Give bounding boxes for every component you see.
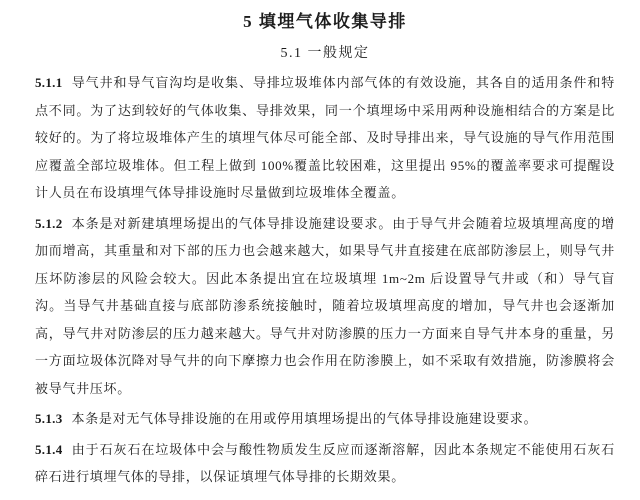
paragraph-list <box>35 69 615 491</box>
clause-number: 5.1.2 <box>35 215 63 231</box>
clause-number: 5.1.1 <box>35 75 63 90</box>
clause-number: 5.1.4 <box>35 441 63 457</box>
clause-5-1-3 <box>35 405 615 433</box>
chapter-title: 5 填埋气体收集导排 <box>243 12 407 31</box>
clause-text: 本条是对新建填埋场提出的气体导排设施建设要求。由于导气井会随着垃圾填埋高度的增加而增高，其重量和对下部的压力也会越来越大，如果导气井直接建在底部防渗层上，则导气井压坏防渗层的风险会较大。因此本条提出宜在垃圾填埋 1m~2m 后设置导气井或（和）导气盲沟。当导气井基础直接与底部防渗系统接触时，随着垃圾填埋高度的增加，导气井也会逐渐加高，导气井对防渗层的压力越来越大。导气井对防渗膜的压力一方面来自导气井本身的重量，另一方面垃圾体沉降对导气井的向下摩擦力也会作用在防渗膜上，如不采取有效措施，防渗膜将会被导气井压坏。 <box>35 215 615 396</box>
clause-5-1-4 <box>35 436 615 491</box>
clause-5-1-2 <box>35 210 615 403</box>
clause-text: 由于石灰石在垃圾体中会与酸性物质发生反应而逐渐溶解，因此本条规定不能使用石灰石碎石进行填埋气体的导排，以保证填埋气体导排的长期效果。 <box>35 441 615 484</box>
clause-text: 本条是对无气体导排设施的在用或停用填埋场提出的气体导排设施建设要求。 <box>71 411 538 426</box>
clause-text: 导气井和导气盲沟均是收集、导排垃圾堆体内部气体的有效设施，其各自的适用条件和特点不同。为了达到较好的气体收集、导排效果，同一个填埋场中采用两种设施相结合的方案是比较好的。为了将垃圾堆体产生的填埋气体尽可能全部、及时导排出来，导气设施的导气作用范围应覆盖全部垃圾堆体。但工程上做到 100%覆盖比较困难，这里提出 95%的覆盖率要求可提醒设计人员在布设填埋气体导排设施时尽量做到垃圾堆体全覆盖。 <box>35 75 615 200</box>
clause-5-1-1 <box>35 69 615 207</box>
section-title: 5.1 一般规定 <box>280 46 370 61</box>
clause-number: 5.1.3 <box>35 411 63 426</box>
